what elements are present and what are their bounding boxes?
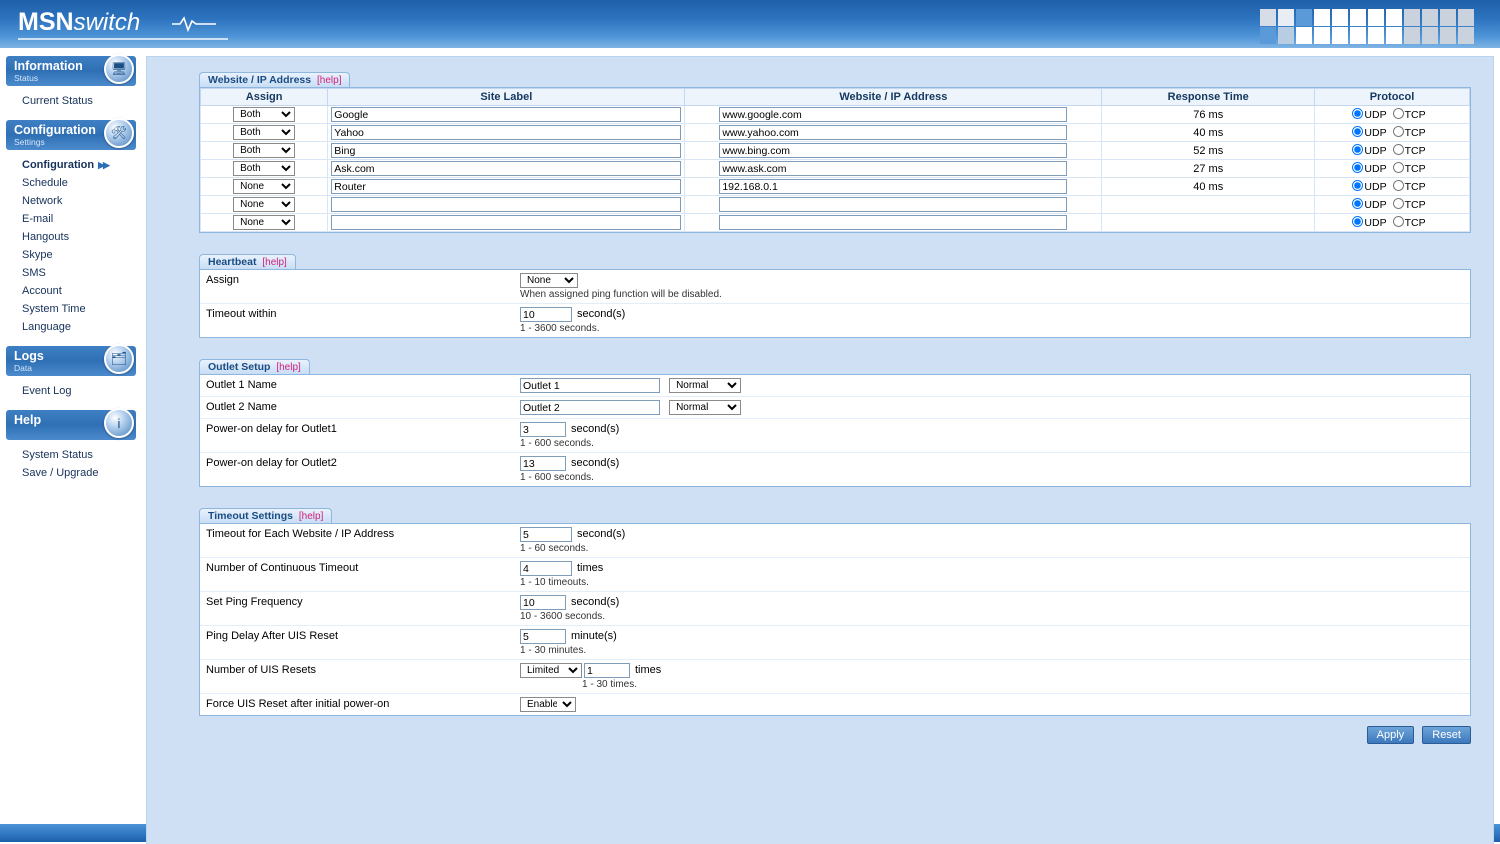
outlet2-mode-select[interactable] xyxy=(669,400,741,415)
ping-frequency-hint: 10 - 3600 seconds. xyxy=(520,611,606,622)
heartbeat-timeout-control xyxy=(520,304,1470,337)
sidebar-list-help xyxy=(0,446,142,482)
sidebar-item-label: Skype xyxy=(22,249,53,261)
protocol-tcp-label: TCP xyxy=(1404,145,1426,157)
cell-address xyxy=(685,196,1102,214)
cell-site-label xyxy=(328,124,685,142)
ping-delay-input[interactable] xyxy=(520,629,566,644)
address-input[interactable] xyxy=(719,143,1067,158)
reset-button[interactable]: Reset xyxy=(1422,726,1471,744)
col-protocol: Protocol xyxy=(1315,89,1470,106)
sidebar-list-logs xyxy=(0,382,142,400)
protocol-tcp-label: TCP xyxy=(1404,127,1426,139)
outlet1-name-label: Outlet 1 Name xyxy=(206,379,277,391)
sidebar-item-label: Language xyxy=(22,321,71,333)
cell-site-label xyxy=(328,160,685,178)
outlet2-delay-hint: 1 - 600 seconds. xyxy=(520,472,594,483)
outlet-setup-panel xyxy=(199,358,1471,487)
heartbeat-assign-hint: When assigned ping function will be disabled. xyxy=(520,289,722,300)
timeout-each-site-hint: 1 - 60 seconds. xyxy=(520,543,589,554)
outlet2-name-label: Outlet 2 Name xyxy=(206,401,277,413)
brand-name-switch: switch xyxy=(73,9,141,36)
chevron-right-icon: ▶▶ xyxy=(98,160,108,170)
cell-response-time: 76 ms xyxy=(1102,106,1315,124)
website-ip-tab[interactable] xyxy=(199,72,350,88)
cell-protocol xyxy=(1315,106,1470,124)
heartbeat-timeout-row xyxy=(200,304,1470,337)
cell-address xyxy=(685,214,1102,232)
cell-assign xyxy=(201,142,328,160)
cell-response-time: 40 ms xyxy=(1102,178,1315,196)
cell-response-time xyxy=(1102,196,1315,214)
heartbeat-timeout-unit: second(s) xyxy=(577,308,626,321)
outlet1-name-input[interactable] xyxy=(520,378,660,393)
cell-site-label xyxy=(328,142,685,160)
protocol-udp-radio[interactable] xyxy=(1352,198,1363,209)
sidebar-section-information[interactable] xyxy=(6,56,136,86)
outlet2-delay-label: Power-on delay for Outlet2 xyxy=(206,457,337,469)
force-reset-select[interactable] xyxy=(520,697,576,712)
sidebar-item-network[interactable] xyxy=(0,192,142,210)
outlet1-name-control xyxy=(520,375,1470,396)
header-blocks-decoration xyxy=(1260,4,1492,46)
protocol-udp-radio[interactable] xyxy=(1352,126,1363,137)
website-ip-help-link[interactable]: [help] xyxy=(317,75,342,86)
heartbeat-timeout-input[interactable] xyxy=(520,307,572,322)
site-label-input[interactable] xyxy=(331,197,681,212)
site-label-input[interactable] xyxy=(331,125,681,140)
sidebar xyxy=(0,50,142,822)
timeout-settings-tab[interactable] xyxy=(199,508,332,524)
table-row xyxy=(201,142,1470,160)
col-site-label: Site Label xyxy=(328,89,685,106)
heartbeat-timeout-label: Timeout within xyxy=(206,308,277,320)
protocol-tcp-label: TCP xyxy=(1404,109,1426,121)
main-content xyxy=(146,56,1494,844)
cell-assign xyxy=(201,178,328,196)
address-input[interactable] xyxy=(719,125,1067,140)
continuous-timeout-hint: 1 - 10 timeouts. xyxy=(520,577,589,588)
sidebar-section-subtitle: Data xyxy=(14,363,32,373)
sidebar-item-label: Network xyxy=(22,195,63,207)
cell-address xyxy=(685,160,1102,178)
timeout-settings-panel xyxy=(199,507,1471,716)
sidebar-item-label: Schedule xyxy=(22,177,68,189)
outlet-setup-tabrow xyxy=(199,358,1471,374)
cell-protocol xyxy=(1315,214,1470,232)
sidebar-item-system-status[interactable] xyxy=(0,446,142,464)
sidebar-section-subtitle: Settings xyxy=(14,137,45,147)
ping-frequency-row xyxy=(200,592,1470,626)
sidebar-item-configuration[interactable] xyxy=(0,156,142,174)
sidebar-item-event-log[interactable] xyxy=(0,382,142,400)
heartbeat-assign-control xyxy=(520,270,1470,303)
protocol-tcp-radio[interactable] xyxy=(1393,180,1404,191)
outlet2-delay-control xyxy=(520,453,1470,486)
uis-resets-row xyxy=(200,660,1470,694)
assign-select[interactable] xyxy=(233,179,295,194)
col-response-time: Response Time xyxy=(1102,89,1315,106)
outlet1-name-row xyxy=(200,375,1470,397)
timeout-each-site-input[interactable] xyxy=(520,527,572,542)
protocol-tcp-label: TCP xyxy=(1404,163,1426,175)
heartbeat-assign-label: Assign xyxy=(206,274,240,286)
assign-select[interactable] xyxy=(233,161,295,176)
protocol-tcp-radio[interactable] xyxy=(1393,162,1404,173)
monitor-icon: 🖥 xyxy=(104,54,134,84)
continuous-timeout-row xyxy=(200,558,1470,592)
col-assign: Assign xyxy=(201,89,328,106)
cell-response-time: 40 ms xyxy=(1102,124,1315,142)
address-input[interactable] xyxy=(719,197,1067,212)
timeout-settings-tab-label: Timeout Settings xyxy=(208,510,293,522)
col-address: Website / IP Address xyxy=(685,89,1102,106)
timeout-each-site-row xyxy=(200,524,1470,558)
pulse-icon xyxy=(172,14,216,35)
cell-site-label xyxy=(328,178,685,196)
ping-frequency-input[interactable] xyxy=(520,595,566,610)
outlet-setup-tab[interactable] xyxy=(199,359,310,375)
protocol-udp-label: UDP xyxy=(1364,109,1387,121)
sidebar-item-system-time[interactable] xyxy=(0,300,142,318)
timeout-each-site-label: Timeout for Each Website / IP Address xyxy=(206,528,395,540)
protocol-udp-radio[interactable] xyxy=(1352,144,1363,155)
logo-underline xyxy=(18,38,228,40)
sidebar-item-schedule[interactable] xyxy=(0,174,142,192)
site-label-input[interactable] xyxy=(331,107,681,122)
heartbeat-tab[interactable] xyxy=(199,254,296,270)
outlet2-delay-input[interactable] xyxy=(520,456,566,471)
app-header xyxy=(0,0,1500,50)
ping-delay-label: Ping Delay After UIS Reset xyxy=(206,630,339,642)
outlet-setup-panel-box xyxy=(199,374,1471,487)
sidebar-item-label: E-mail xyxy=(22,213,54,225)
outlet1-delay-unit: second(s) xyxy=(571,423,620,436)
tools-icon: 🛠 xyxy=(104,118,134,148)
protocol-tcp-radio[interactable] xyxy=(1393,126,1404,137)
protocol-udp-label: UDP xyxy=(1364,199,1387,211)
sidebar-section-title: Help xyxy=(14,413,42,427)
sidebar-section-title: Information xyxy=(14,59,83,73)
ping-frequency-label: Set Ping Frequency xyxy=(206,596,303,608)
sidebar-item-hangouts[interactable] xyxy=(0,228,142,246)
outlet2-delay-row xyxy=(200,453,1470,486)
sidebar-item-label: System Status xyxy=(22,449,93,461)
cell-address xyxy=(685,106,1102,124)
heartbeat-panel-box xyxy=(199,269,1471,338)
ping-delay-unit: minute(s) xyxy=(571,630,617,643)
sidebar-section-title: Logs xyxy=(14,349,44,363)
sidebar-item-label: Current Status xyxy=(22,95,93,107)
protocol-tcp-radio[interactable] xyxy=(1393,108,1404,119)
address-input[interactable] xyxy=(719,215,1067,230)
outlet2-name-input[interactable] xyxy=(520,400,660,415)
info-icon: i xyxy=(104,408,134,438)
continuous-timeout-label: Number of Continuous Timeout xyxy=(206,562,359,574)
heartbeat-assign-row xyxy=(200,270,1470,304)
heartbeat-tab-label: Heartbeat xyxy=(208,256,257,268)
outlet1-delay-input[interactable] xyxy=(520,422,566,437)
cell-protocol xyxy=(1315,124,1470,142)
continuous-timeout-unit: times xyxy=(577,562,604,575)
cell-site-label xyxy=(328,106,685,124)
sidebar-list-information xyxy=(0,92,142,110)
sidebar-item-label: Save / Upgrade xyxy=(22,467,99,479)
sidebar-item-account[interactable] xyxy=(0,282,142,300)
cell-site-label xyxy=(328,214,685,232)
protocol-udp-label: UDP xyxy=(1364,217,1387,229)
force-reset-control xyxy=(520,694,1470,715)
outlet1-delay-label: Power-on delay for Outlet1 xyxy=(206,423,337,435)
uis-resets-unit: times xyxy=(635,664,662,677)
sidebar-item-save-upgrade[interactable] xyxy=(0,464,142,482)
table-row xyxy=(201,106,1470,124)
heartbeat-help-link[interactable]: [help] xyxy=(262,257,287,268)
protocol-udp-label: UDP xyxy=(1364,163,1387,175)
website-ip-table xyxy=(200,88,1470,232)
sidebar-list-configuration xyxy=(0,156,142,336)
cell-protocol xyxy=(1315,196,1470,214)
sidebar-item-language[interactable] xyxy=(0,318,142,336)
website-ip-tab-label: Website / IP Address xyxy=(208,74,312,86)
ping-delay-control xyxy=(520,626,1470,659)
timeout-settings-tabrow xyxy=(199,507,1471,523)
sidebar-item-email[interactable] xyxy=(0,210,142,228)
assign-select[interactable] xyxy=(233,107,295,122)
website-ip-tabrow xyxy=(199,71,1471,87)
sidebar-item-label: Configuration xyxy=(22,159,95,171)
sidebar-item-label: Account xyxy=(22,285,62,297)
website-ip-panel-box xyxy=(199,87,1471,233)
outlet-setup-tab-label: Outlet Setup xyxy=(208,361,271,373)
protocol-udp-label: UDP xyxy=(1364,181,1387,193)
protocol-udp-radio[interactable] xyxy=(1352,108,1363,119)
heartbeat-assign-select[interactable] xyxy=(520,273,578,288)
continuous-timeout-input[interactable] xyxy=(520,561,572,576)
cell-response-time: 27 ms xyxy=(1102,160,1315,178)
protocol-tcp-radio[interactable] xyxy=(1393,216,1404,227)
protocol-udp-radio[interactable] xyxy=(1352,216,1363,227)
table-row xyxy=(201,124,1470,142)
sidebar-item-current-status[interactable] xyxy=(0,92,142,110)
address-input[interactable] xyxy=(719,179,1067,194)
outlet1-delay-row xyxy=(200,419,1470,453)
assign-select[interactable] xyxy=(233,143,295,158)
heartbeat-timeout-hint: 1 - 3600 seconds. xyxy=(520,323,600,334)
folder-icon: 🗂 xyxy=(104,344,134,374)
force-reset-row xyxy=(200,694,1470,715)
cell-address xyxy=(685,178,1102,196)
protocol-tcp-radio[interactable] xyxy=(1393,198,1404,209)
sidebar-item-label: SMS xyxy=(22,267,46,279)
outlet2-name-control xyxy=(520,397,1470,418)
cell-protocol xyxy=(1315,142,1470,160)
table-row xyxy=(201,196,1470,214)
address-input[interactable] xyxy=(719,161,1067,176)
cell-protocol xyxy=(1315,178,1470,196)
protocol-udp-label: UDP xyxy=(1364,145,1387,157)
site-label-input[interactable] xyxy=(331,161,681,176)
uis-resets-select[interactable] xyxy=(520,663,582,678)
protocol-tcp-radio[interactable] xyxy=(1393,144,1404,155)
site-label-input[interactable] xyxy=(331,215,681,230)
ping-frequency-unit: second(s) xyxy=(571,596,620,609)
cell-assign xyxy=(201,124,328,142)
assign-select[interactable] xyxy=(233,125,295,140)
cell-protocol xyxy=(1315,160,1470,178)
ping-frequency-control xyxy=(520,592,1470,625)
cell-response-time: 52 ms xyxy=(1102,142,1315,160)
brand-logo xyxy=(18,8,140,37)
cell-response-time xyxy=(1102,214,1315,232)
site-label-input[interactable] xyxy=(331,179,681,194)
protocol-udp-radio[interactable] xyxy=(1352,162,1363,173)
assign-select[interactable] xyxy=(233,197,295,212)
timeout-settings-help-link[interactable]: [help] xyxy=(298,511,324,522)
ping-delay-row xyxy=(200,626,1470,660)
timeout-each-site-control xyxy=(520,524,1470,557)
cell-address xyxy=(685,124,1102,142)
sidebar-item-label: System Time xyxy=(22,303,86,315)
table-row xyxy=(201,214,1470,232)
sidebar-section-configuration[interactable] xyxy=(6,120,136,150)
cell-site-label xyxy=(328,196,685,214)
protocol-tcp-label: TCP xyxy=(1404,199,1426,211)
cell-assign xyxy=(201,106,328,124)
outlet1-delay-control xyxy=(520,419,1470,452)
cell-assign xyxy=(201,214,328,232)
protocol-tcp-label: TCP xyxy=(1404,181,1426,193)
outlet2-name-row xyxy=(200,397,1470,419)
table-row xyxy=(201,178,1470,196)
protocol-udp-label: UDP xyxy=(1364,127,1387,139)
sidebar-section-logs[interactable] xyxy=(6,346,136,376)
sidebar-section-help[interactable] xyxy=(6,410,136,440)
cell-assign xyxy=(201,196,328,214)
sidebar-item-label: Event Log xyxy=(22,385,72,397)
outlet1-mode-select[interactable] xyxy=(669,378,741,393)
uis-resets-input[interactable] xyxy=(584,663,630,678)
apply-button[interactable]: Apply xyxy=(1367,726,1415,744)
action-button-row xyxy=(147,726,1471,744)
heartbeat-panel xyxy=(199,253,1471,338)
outlet2-delay-unit: second(s) xyxy=(571,457,620,470)
sidebar-item-skype[interactable] xyxy=(0,246,142,264)
protocol-udp-radio[interactable] xyxy=(1352,180,1363,191)
sidebar-section-subtitle: Status xyxy=(14,73,39,83)
address-input[interactable] xyxy=(719,107,1067,122)
ping-delay-hint: 1 - 30 minutes. xyxy=(520,645,587,656)
outlet1-delay-hint: 1 - 600 seconds. xyxy=(520,438,594,449)
cell-assign xyxy=(201,160,328,178)
heartbeat-tabrow xyxy=(199,253,1471,269)
protocol-tcp-label: TCP xyxy=(1404,217,1426,229)
timeout-each-site-unit: second(s) xyxy=(577,528,626,541)
site-label-input[interactable] xyxy=(331,143,681,158)
brand-name-msn: MSN xyxy=(18,8,74,36)
website-ip-panel xyxy=(199,71,1471,233)
sidebar-item-sms[interactable] xyxy=(0,264,142,282)
table-header-row xyxy=(201,89,1470,106)
uis-resets-hint: 1 - 30 times. xyxy=(582,679,638,690)
assign-select[interactable] xyxy=(233,215,295,230)
timeout-settings-panel-box xyxy=(199,523,1471,716)
uis-resets-control xyxy=(520,660,1470,693)
outlet-setup-help-link[interactable]: [help] xyxy=(276,362,301,373)
cell-address xyxy=(685,142,1102,160)
table-row xyxy=(201,160,1470,178)
uis-resets-label: Number of UIS Resets xyxy=(206,664,317,676)
continuous-timeout-control xyxy=(520,558,1470,591)
sidebar-section-title: Configuration xyxy=(14,123,96,137)
sidebar-item-label: Hangouts xyxy=(22,231,70,243)
force-reset-label: Force UIS Reset after initial power-on xyxy=(206,698,390,710)
